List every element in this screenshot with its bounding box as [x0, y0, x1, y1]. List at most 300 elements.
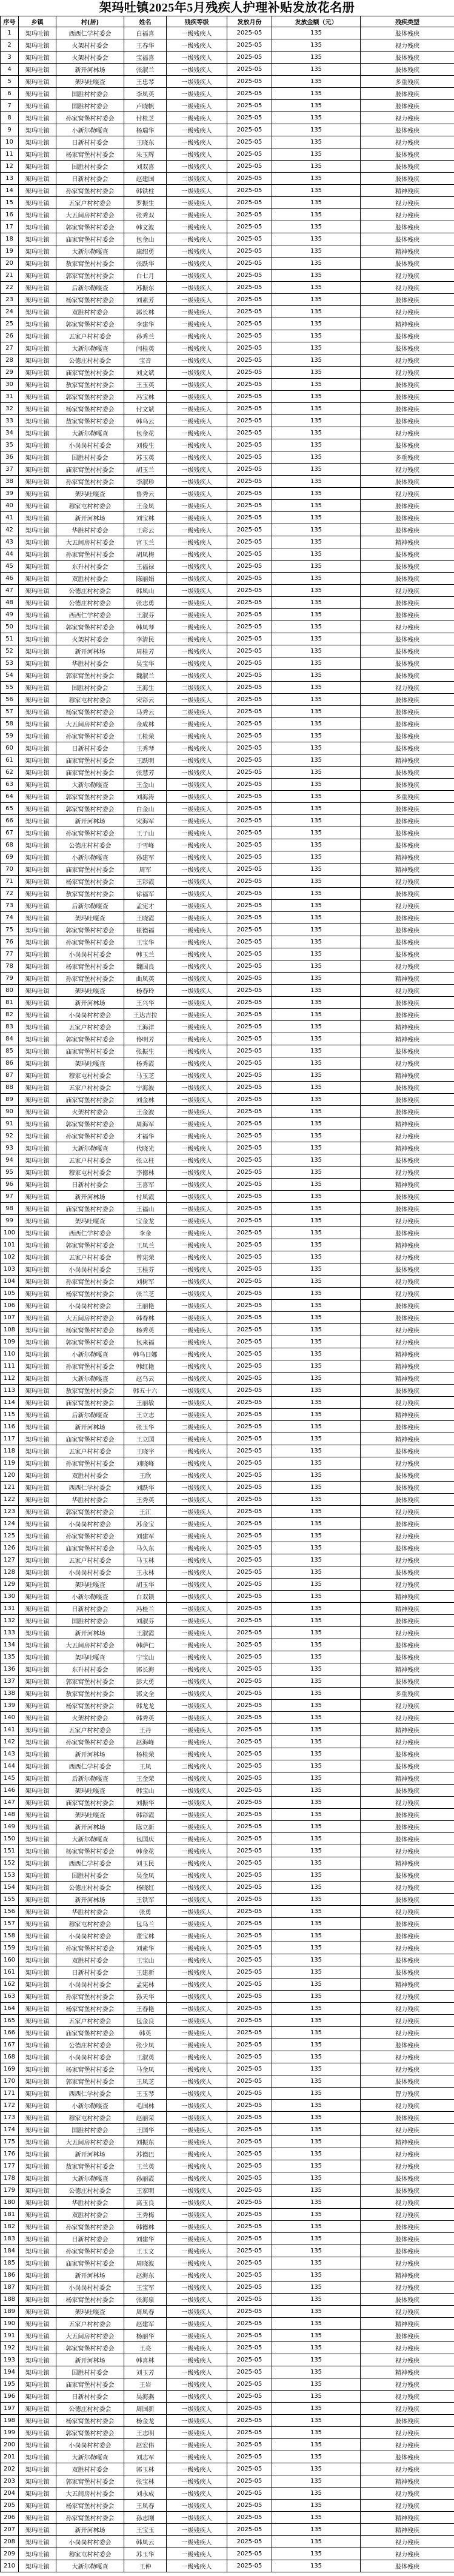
table-row: [1, 270, 454, 282]
cell-town: 架玛吐镇: [19, 1033, 56, 1045]
cell-index: 37: [1, 464, 19, 476]
cell-village: 孙家窝堡村村委会: [56, 1942, 124, 1954]
table-row: [1, 1227, 454, 1239]
cell-index: 144: [1, 1760, 19, 1772]
cell-index: 205: [1, 2500, 19, 2512]
cell-village: 郭家窝堡村村委会: [56, 2075, 124, 2088]
table-row: [1, 1215, 454, 1227]
cell-village: 火架村村委会: [56, 52, 124, 64]
table-row: [1, 1324, 454, 1336]
cell-type: 视力残疾: [361, 2100, 454, 2112]
cell-name: 王宝山: [124, 1954, 167, 1966]
cell-town: 架玛吐镇: [19, 1494, 56, 1506]
cell-name: 王志明: [124, 2427, 167, 2439]
cell-town: 架玛吐镇: [19, 1288, 56, 1300]
cell-town: 架玛吐镇: [19, 64, 56, 76]
cell-type: 肢体残疾: [361, 645, 454, 657]
cell-type: 视力残疾: [361, 2354, 454, 2366]
table-row: [1, 2269, 454, 2281]
cell-index: 160: [1, 1954, 19, 1966]
cell-town: 架玛吐镇: [19, 1579, 56, 1591]
cell-month: 2025-05: [227, 1869, 272, 1882]
cell-month: 2025-05: [227, 27, 272, 39]
cell-town: 架玛吐镇: [19, 2475, 56, 2488]
cell-town: 架玛吐镇: [19, 500, 56, 512]
cell-month: 2025-05: [227, 2536, 272, 2548]
table-row: [1, 670, 454, 682]
cell-index: 181: [1, 2209, 19, 2221]
cell-index: 137: [1, 1676, 19, 1688]
cell-name: 宋海军: [124, 815, 167, 827]
cell-type: 肢体残疾: [361, 633, 454, 645]
cell-grade: 一级残疾人: [167, 342, 227, 354]
cell-name: 代晓光: [124, 1142, 167, 1154]
cell-month: 2025-05: [227, 1348, 272, 1360]
cell-town: 架玛吐镇: [19, 1857, 56, 1869]
cell-month: 2025-05: [227, 1433, 272, 1445]
cell-amount: 135: [272, 682, 361, 694]
cell-index: 107: [1, 1312, 19, 1324]
cell-grade: 一级残疾人: [167, 427, 227, 439]
cell-grade: 一级残疾人: [167, 76, 227, 88]
table-row: [1, 718, 454, 730]
cell-village: 日新村村委会: [56, 173, 124, 185]
cell-index: 162: [1, 1979, 19, 1991]
cell-town: 架玛吐镇: [19, 1627, 56, 1639]
table-row: [1, 379, 454, 391]
cell-grade: 一级残疾人: [167, 597, 227, 609]
cell-index: 192: [1, 2342, 19, 2354]
cell-month: 2025-05: [227, 1106, 272, 1118]
cell-month: 2025-05: [227, 536, 272, 548]
cell-town: 架玛吐镇: [19, 88, 56, 100]
cell-type: 肢体残疾: [361, 221, 454, 233]
cell-village: 庙家窝堡村村委会: [56, 767, 124, 779]
cell-amount: 135: [272, 997, 361, 1009]
cell-index: 126: [1, 1542, 19, 1554]
table-row: [1, 924, 454, 936]
cell-village: 双胜村村委会: [56, 1469, 124, 1482]
cell-index: 27: [1, 342, 19, 354]
cell-index: 169: [1, 2063, 19, 2075]
cell-type: 肢体残疾: [361, 2075, 454, 2088]
cell-amount: 135: [272, 1603, 361, 1615]
cell-village: 后新尔勒嘎查: [56, 1772, 124, 1785]
cell-amount: 135: [272, 2403, 361, 2415]
cell-town: 架玛吐镇: [19, 1942, 56, 1954]
cell-grade: 一级残疾人: [167, 718, 227, 730]
cell-amount: 135: [272, 851, 361, 864]
cell-index: 119: [1, 1457, 19, 1469]
cell-name: 宁宝山: [124, 1651, 167, 1663]
cell-village: 大五间房村村委会: [56, 209, 124, 221]
cell-village: 大新尔勒嘎查: [56, 779, 124, 791]
cell-town: 架玛吐镇: [19, 245, 56, 258]
cell-name: 苏金宝: [124, 1518, 167, 1530]
cell-month: 2025-05: [227, 2245, 272, 2257]
cell-grade: 一级残疾人: [167, 306, 227, 318]
cell-name: 杨丽华: [124, 2330, 167, 2342]
cell-town: 架玛吐镇: [19, 2548, 56, 2560]
cell-amount: 135: [272, 439, 361, 451]
cell-amount: 135: [272, 876, 361, 888]
cell-town: 架玛吐镇: [19, 742, 56, 754]
cell-town: 架玛吐镇: [19, 1797, 56, 1809]
cell-index: 80: [1, 985, 19, 997]
cell-town: 架玛吐镇: [19, 2378, 56, 2391]
cell-month: 2025-05: [227, 1373, 272, 1385]
cell-month: 2025-05: [227, 815, 272, 827]
cell-town: 架玛吐镇: [19, 2330, 56, 2342]
cell-name: 白金山: [124, 803, 167, 815]
cell-month: 2025-05: [227, 1130, 272, 1142]
cell-month: 2025-05: [227, 1118, 272, 1130]
cell-month: 2025-05: [227, 791, 272, 803]
cell-town: 架玛吐镇: [19, 694, 56, 706]
cell-index: 13: [1, 173, 19, 185]
cell-month: 2025-05: [227, 270, 272, 282]
cell-town: 架玛吐镇: [19, 803, 56, 815]
cell-grade: 一级残疾人: [167, 415, 227, 427]
cell-month: 2025-05: [227, 1045, 272, 1057]
cell-village: 敖家窝堡村村委会: [56, 379, 124, 391]
cell-amount: 135: [272, 27, 361, 39]
cell-town: 架玛吐镇: [19, 1482, 56, 1494]
header-town: 乡镇: [19, 16, 56, 27]
cell-index: 5: [1, 76, 19, 88]
cell-index: 43: [1, 536, 19, 548]
cell-town: 架玛吐镇: [19, 379, 56, 391]
cell-grade: 一级残疾人: [167, 948, 227, 960]
cell-month: 2025-05: [227, 948, 272, 960]
cell-type: 智力残疾: [361, 2088, 454, 2100]
cell-index: 69: [1, 851, 19, 864]
cell-type: 视力残疾: [361, 2160, 454, 2172]
cell-amount: 135: [272, 1591, 361, 1603]
cell-month: 2025-05: [227, 391, 272, 403]
cell-amount: 135: [272, 912, 361, 924]
cell-grade: 一级残疾人: [167, 1300, 227, 1312]
cell-name: 王海生: [124, 682, 167, 694]
cell-month: 2025-05: [227, 900, 272, 912]
cell-grade: 一级残疾人: [167, 1167, 227, 1179]
cell-grade: 一级残疾人: [167, 2269, 227, 2281]
cell-index: 90: [1, 1106, 19, 1118]
cell-amount: 135: [272, 2354, 361, 2366]
cell-amount: 135: [272, 1663, 361, 1676]
cell-month: 2025-05: [227, 1627, 272, 1639]
table-row: [1, 1179, 454, 1191]
cell-grade: 一级残疾人: [167, 1979, 227, 1991]
table-row: [1, 742, 454, 754]
cell-name: 王仲: [124, 2560, 167, 2572]
cell-village: 穆家屯村村委会: [56, 1167, 124, 1179]
cell-type: 肢体残疾: [361, 827, 454, 839]
cell-name: 王国华: [124, 2124, 167, 2136]
cell-amount: 135: [272, 1191, 361, 1203]
cell-grade: 一级残疾人: [167, 1239, 227, 1251]
cell-name: 王晓东: [124, 136, 167, 148]
cell-amount: 135: [272, 1991, 361, 2003]
cell-grade: 一级残疾人: [167, 161, 227, 173]
cell-month: 2025-05: [227, 1482, 272, 1494]
cell-grade: 一级残疾人: [167, 270, 227, 282]
table-row: [1, 682, 454, 694]
table-row: [1, 1942, 454, 1954]
cell-village: 小新尔勒嘎查: [56, 1348, 124, 1360]
cell-amount: 135: [272, 2366, 361, 2378]
cell-type: 精神残疾: [361, 1979, 454, 1991]
cell-grade: 一级残疾人: [167, 1215, 227, 1227]
cell-type: 肢体残疾: [361, 1760, 454, 1772]
cell-village: 郭家窝堡村村委会: [56, 1239, 124, 1251]
cell-town: 架玛吐镇: [19, 936, 56, 948]
cell-village: 新开河林场: [56, 1421, 124, 1433]
cell-type: 肢体残疾: [361, 670, 454, 682]
cell-name: 刘志军: [124, 2451, 167, 2463]
cell-town: 架玛吐镇: [19, 367, 56, 379]
cell-village: 国胜村村委会: [56, 1869, 124, 1882]
cell-name: 杨金龙: [124, 2415, 167, 2427]
cell-index: 1: [1, 27, 19, 39]
cell-village: 郭家窝堡村村委会: [56, 803, 124, 815]
cell-name: 孙丽霞: [124, 2172, 167, 2185]
cell-month: 2025-05: [227, 960, 272, 973]
table-row: [1, 997, 454, 1009]
cell-amount: 135: [272, 1785, 361, 1797]
cell-index: 153: [1, 1869, 19, 1882]
table-row: [1, 1203, 454, 1215]
cell-name: 毛国林: [124, 2100, 167, 2112]
cell-village: 日新村村委会: [56, 1179, 124, 1191]
table-row: [1, 1748, 454, 1760]
cell-month: 2025-05: [227, 1991, 272, 2003]
cell-grade: 一级残疾人: [167, 112, 227, 124]
cell-month: 2025-05: [227, 2197, 272, 2209]
cell-name: 张玉华: [124, 1421, 167, 1433]
cell-town: 架玛吐镇: [19, 1518, 56, 1530]
cell-name: 韩金花: [124, 1845, 167, 1857]
cell-amount: 135: [272, 1276, 361, 1288]
cell-town: 架玛吐镇: [19, 464, 56, 476]
cell-town: 架玛吐镇: [19, 1918, 56, 1930]
cell-village: 小岗岗村村委会: [56, 2439, 124, 2451]
cell-index: 136: [1, 1663, 19, 1676]
cell-grade: 一级残疾人: [167, 924, 227, 936]
cell-amount: 135: [272, 2100, 361, 2112]
cell-amount: 135: [272, 342, 361, 354]
cell-village: 架玛吐嘎查: [56, 985, 124, 997]
cell-type: 肢体残疾: [361, 1809, 454, 1821]
cell-town: 架玛吐镇: [19, 1421, 56, 1433]
cell-type: 精神残疾: [361, 1603, 454, 1615]
cell-town: 架玛吐镇: [19, 1094, 56, 1106]
cell-amount: 135: [272, 1433, 361, 1445]
table-row: [1, 1833, 454, 1845]
cell-village: 架玛吐嘎查: [56, 912, 124, 924]
cell-index: 183: [1, 2233, 19, 2245]
cell-amount: 135: [272, 1651, 361, 1663]
cell-name: 魏淑兰: [124, 670, 167, 682]
cell-type: 视力残疾: [361, 1336, 454, 1348]
cell-month: 2025-05: [227, 1724, 272, 1736]
cell-month: 2025-05: [227, 2330, 272, 2342]
cell-type: 肢体残疾: [361, 767, 454, 779]
cell-grade: 一级残疾人: [167, 645, 227, 657]
cell-index: 40: [1, 500, 19, 512]
cell-name: 胡玉兰: [124, 464, 167, 476]
cell-amount: 135: [272, 657, 361, 670]
header-grade: 残疾等级: [167, 16, 227, 27]
cell-village: 西西仁学村委会: [56, 609, 124, 621]
cell-amount: 135: [272, 270, 361, 282]
cell-type: 视力残疾: [361, 876, 454, 888]
cell-type: 肢体残疾: [361, 173, 454, 185]
cell-village: 庙家窝堡村村委会: [56, 754, 124, 767]
cell-index: 41: [1, 512, 19, 524]
cell-grade: 一级残疾人: [167, 1797, 227, 1809]
cell-month: 2025-05: [227, 2451, 272, 2463]
cell-village: 双胜村村委会: [56, 306, 124, 318]
cell-amount: 135: [272, 2512, 361, 2524]
cell-type: 肢体残疾: [361, 573, 454, 585]
cell-village: 杨家窝堡村村委会: [56, 148, 124, 161]
cell-grade: 一级残疾人: [167, 124, 227, 136]
cell-village: 小新尔勒嘎查: [56, 1591, 124, 1603]
table-row: [1, 1979, 454, 1991]
cell-name: 刘建华: [124, 2233, 167, 2245]
cell-town: 架玛吐镇: [19, 2172, 56, 2185]
cell-village: 国胜村村委会: [56, 2366, 124, 2378]
table-row: [1, 2306, 454, 2318]
cell-month: 2025-05: [227, 1506, 272, 1518]
cell-index: 105: [1, 1288, 19, 1300]
cell-index: 19: [1, 245, 19, 258]
cell-name: 王金山: [124, 779, 167, 791]
cell-month: 2025-05: [227, 2124, 272, 2136]
cell-month: 2025-05: [227, 39, 272, 52]
cell-name: 郭文全: [124, 1688, 167, 1700]
cell-index: 135: [1, 1651, 19, 1663]
cell-town: 架玛吐镇: [19, 2039, 56, 2051]
cell-month: 2025-05: [227, 112, 272, 124]
cell-type: 视力残疾: [361, 2003, 454, 2015]
cell-type: 视力残疾: [361, 2148, 454, 2160]
cell-village: 大五间房村村委会: [56, 718, 124, 730]
cell-name: 王金波: [124, 1106, 167, 1118]
cell-name: 张淑兰: [124, 64, 167, 76]
cell-month: 2025-05: [227, 2391, 272, 2403]
cell-index: 202: [1, 2463, 19, 2475]
cell-index: 18: [1, 233, 19, 245]
cell-name: 孙建军: [124, 851, 167, 864]
cell-month: 2025-05: [227, 2015, 272, 2027]
cell-village: 大新尔勒嘎查: [56, 245, 124, 258]
cell-name: 韩德林: [124, 2221, 167, 2233]
cell-index: 48: [1, 597, 19, 609]
cell-amount: 135: [272, 245, 361, 258]
cell-type: 肢体残疾: [361, 2172, 454, 2185]
cell-grade: 一级残疾人: [167, 1045, 227, 1057]
table-row: [1, 1251, 454, 1263]
cell-name: 宁海波: [124, 1082, 167, 1094]
cell-index: 51: [1, 633, 19, 645]
cell-amount: 135: [272, 1833, 361, 1845]
cell-month: 2025-05: [227, 1603, 272, 1615]
cell-grade: 一级残疾人: [167, 851, 227, 864]
cell-village: 小岗岗村村委会: [56, 1930, 124, 1942]
cell-month: 2025-05: [227, 1579, 272, 1591]
cell-type: 肢体残疾: [361, 1300, 454, 1312]
cell-type: 视力残疾: [361, 1554, 454, 1566]
cell-grade: 一级残疾人: [167, 1021, 227, 1033]
cell-type: 视力残疾: [361, 2536, 454, 2548]
cell-index: 194: [1, 2366, 19, 2378]
cell-index: 52: [1, 645, 19, 657]
table-row: [1, 2281, 454, 2294]
cell-month: 2025-05: [227, 2439, 272, 2451]
cell-name: 刘金林: [124, 1094, 167, 1106]
cell-name: 王宝玉: [124, 2524, 167, 2536]
cell-town: 架玛吐镇: [19, 2391, 56, 2403]
cell-name: 董宝林: [124, 1930, 167, 1942]
table-row: [1, 342, 454, 354]
cell-name: 韩英: [124, 2027, 167, 2039]
cell-month: 2025-05: [227, 1191, 272, 1203]
cell-town: 架玛吐镇: [19, 161, 56, 173]
cell-name: 王岩: [124, 2378, 167, 2391]
cell-index: 158: [1, 1930, 19, 1942]
cell-month: 2025-05: [227, 1772, 272, 1785]
cell-index: 22: [1, 282, 19, 294]
cell-town: 架玛吐镇: [19, 1906, 56, 1918]
cell-month: 2025-05: [227, 1215, 272, 1227]
cell-index: 85: [1, 1045, 19, 1057]
cell-town: 架玛吐镇: [19, 1057, 56, 1070]
cell-month: 2025-05: [227, 839, 272, 851]
cell-grade: 一级残疾人: [167, 209, 227, 221]
cell-name: 韩喜林: [124, 2354, 167, 2366]
cell-village: 杨家窝堡村村委会: [56, 403, 124, 415]
table-row: [1, 1676, 454, 1688]
cell-grade: 一级残疾人: [167, 1348, 227, 1360]
cell-month: 2025-05: [227, 1397, 272, 1409]
cell-grade: 一级残疾人: [167, 2100, 227, 2112]
cell-type: 精神残疾: [361, 1142, 454, 1154]
cell-amount: 135: [272, 2136, 361, 2148]
cell-amount: 135: [272, 839, 361, 851]
cell-type: 视力残疾: [361, 2281, 454, 2294]
cell-type: 肢体残疾: [361, 1094, 454, 1106]
cell-grade: 一级残疾人: [167, 2330, 227, 2342]
cell-index: 95: [1, 1167, 19, 1179]
cell-type: 视力残疾: [361, 1906, 454, 1918]
cell-type: 精神残疾: [361, 2318, 454, 2330]
cell-town: 架玛吐镇: [19, 2560, 56, 2572]
cell-name: 王达吉拉: [124, 1009, 167, 1021]
cell-village: 小岗岗村村委会: [56, 2281, 124, 2294]
cell-amount: 135: [272, 330, 361, 342]
cell-town: 架玛吐镇: [19, 1263, 56, 1276]
cell-town: 架玛吐镇: [19, 2306, 56, 2318]
table-row: [1, 948, 454, 960]
cell-grade: 一级残疾人: [167, 136, 227, 148]
cell-type: 精神残疾: [361, 973, 454, 985]
table-row: [1, 415, 454, 427]
cell-village: 日新村村委会: [56, 1966, 124, 1979]
cell-amount: 135: [272, 1057, 361, 1070]
cell-amount: 135: [272, 1554, 361, 1566]
